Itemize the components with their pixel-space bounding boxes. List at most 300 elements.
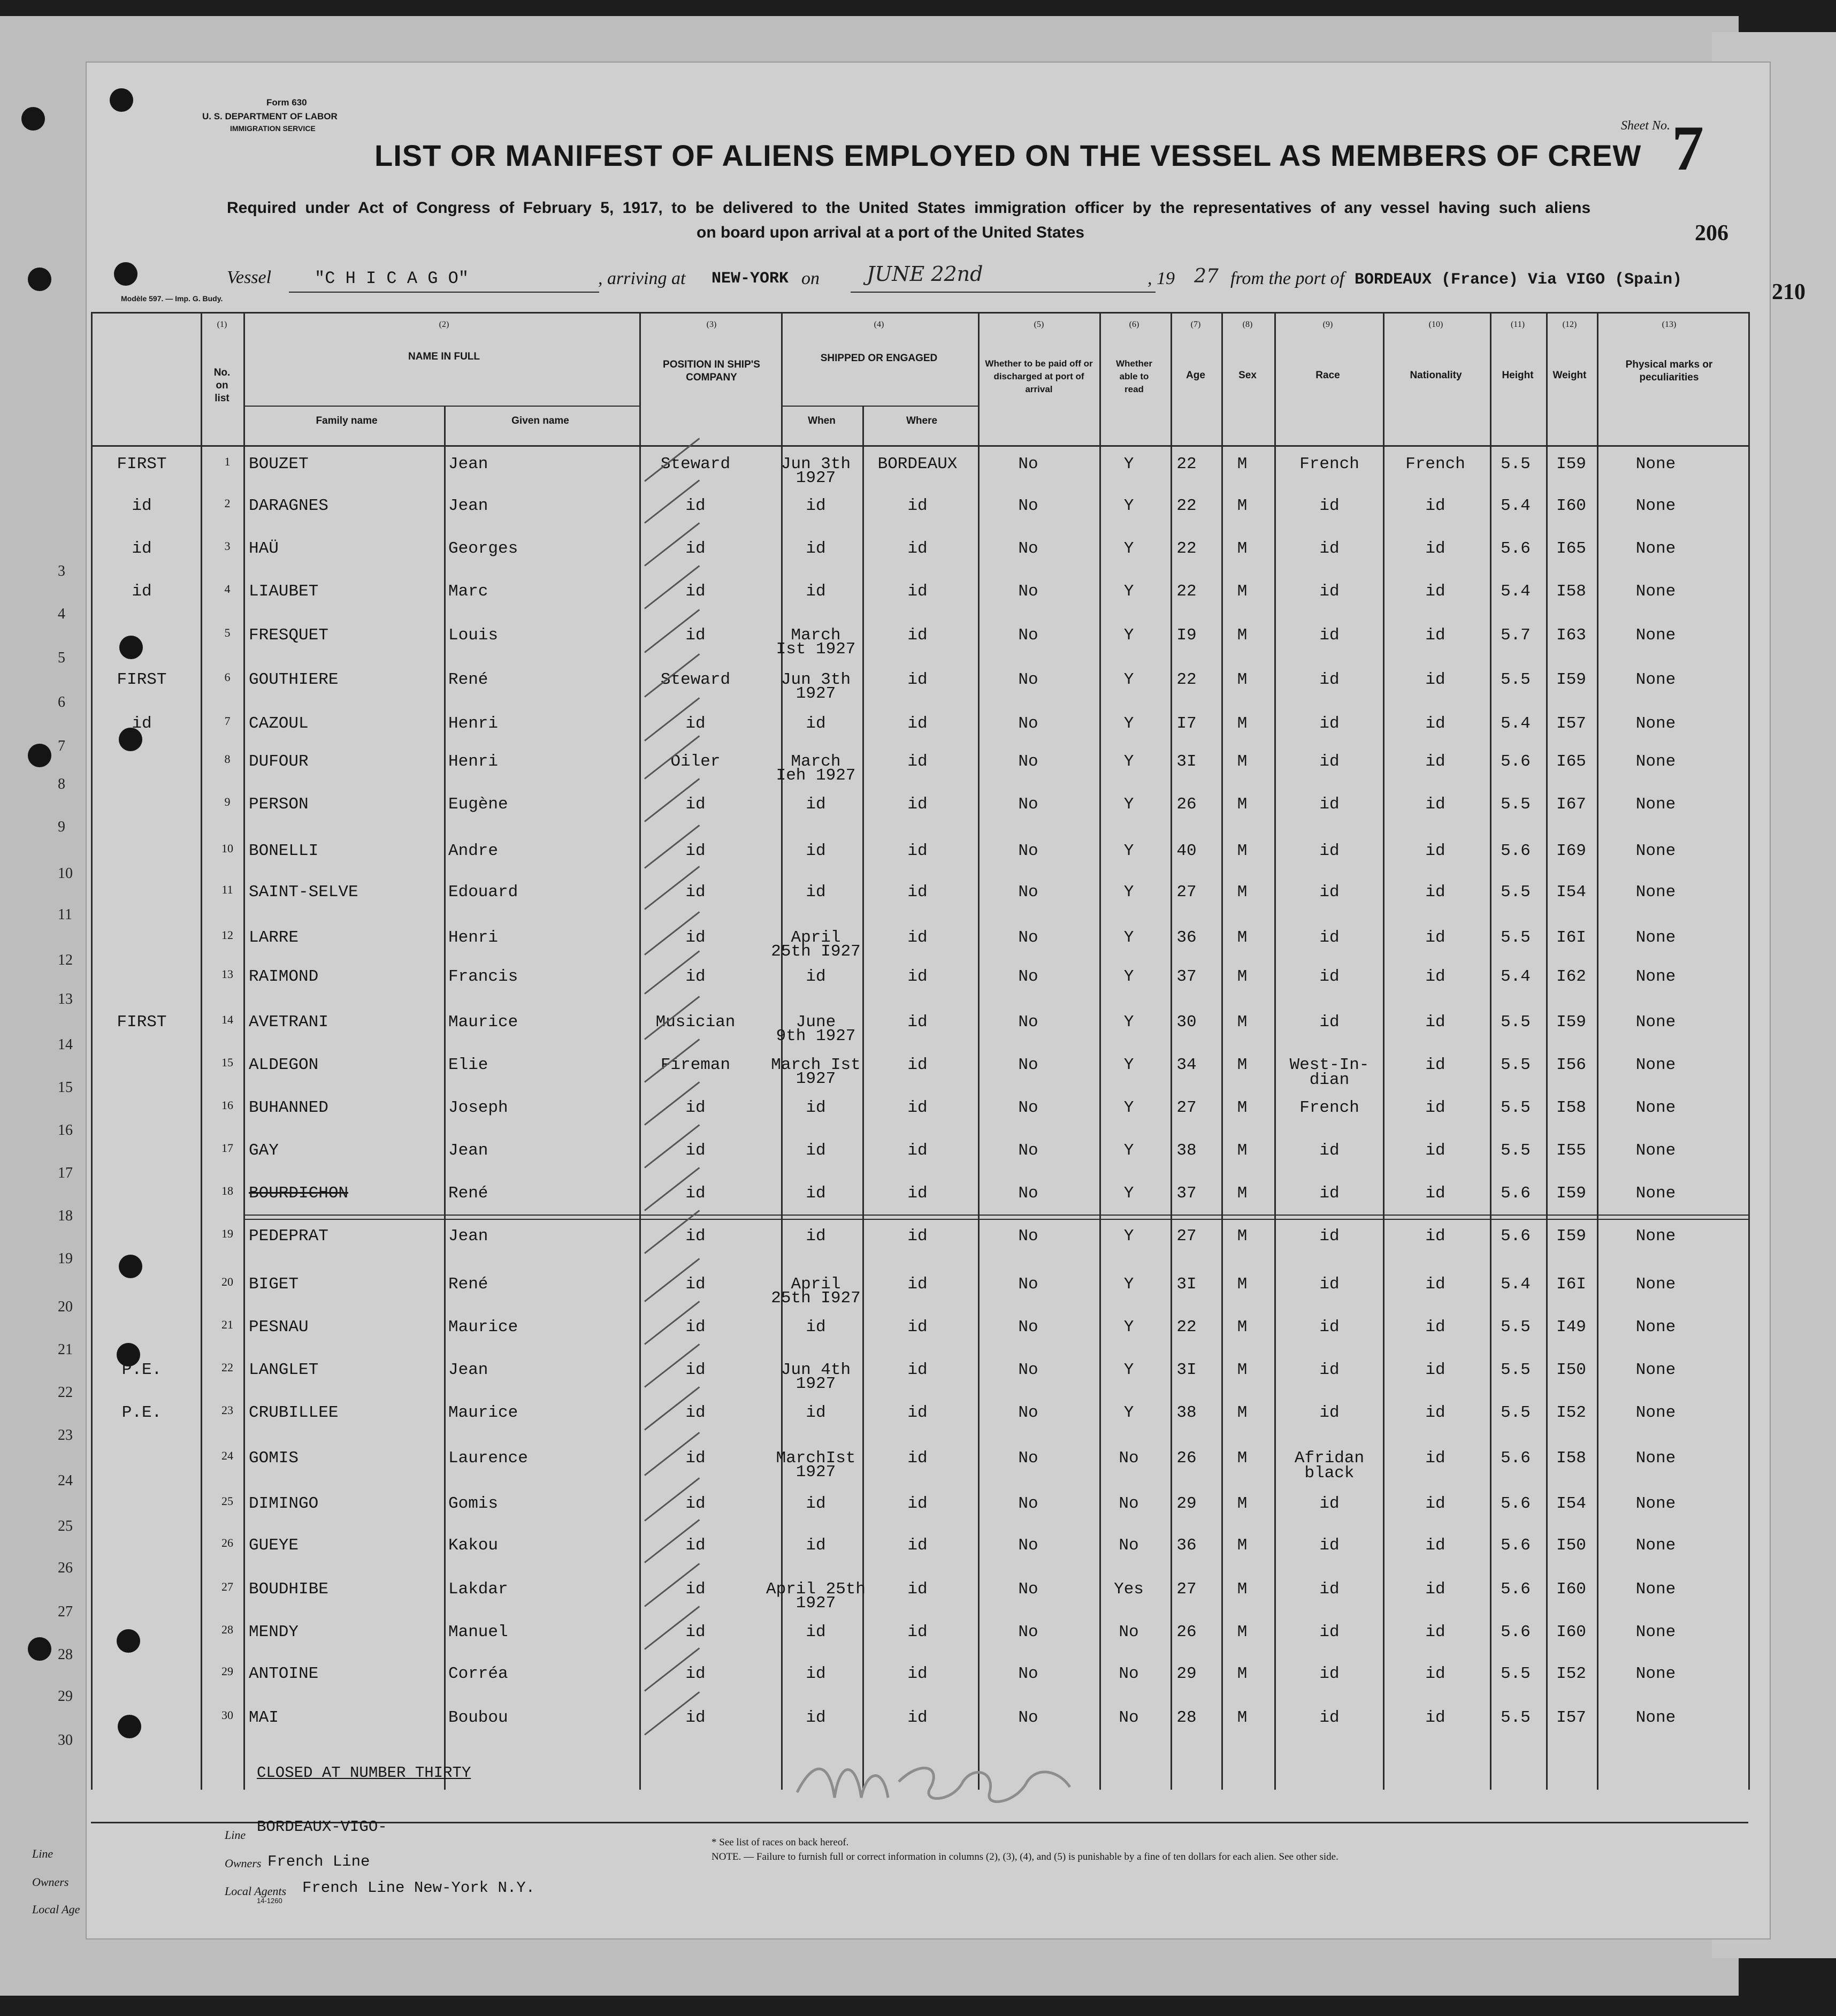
footer-agents-value: French Line New-York N.Y.	[302, 1879, 536, 1897]
race: id	[1319, 626, 1340, 645]
family-name: ANTOINE	[249, 1664, 319, 1683]
shipped-when: id	[806, 582, 826, 601]
header-age: Age	[1186, 370, 1205, 381]
shipped-when: April 25th	[766, 1580, 866, 1599]
row-number: 15	[221, 1056, 233, 1069]
race: id	[1319, 497, 1340, 515]
row-number: 2	[224, 497, 231, 510]
physical-marks: None	[1635, 1013, 1676, 1032]
arriving-port: NEW-YORK	[712, 270, 789, 288]
faded-signature	[792, 1750, 1091, 1819]
underlying-row-number: 8	[58, 776, 65, 792]
weight: I59	[1556, 1184, 1586, 1203]
physical-marks: None	[1635, 1708, 1676, 1727]
height: 5.4	[1501, 714, 1531, 733]
left-line-label: Line	[32, 1847, 53, 1860]
height: 5.5	[1501, 795, 1531, 814]
shipped-where: id	[907, 1275, 928, 1294]
header-paid-off: Whether to be paid off or discharged at port of arrival	[985, 358, 1093, 394]
family-name: AVETRANI	[249, 1013, 328, 1032]
age: 3I	[1176, 1275, 1197, 1294]
nationality: id	[1425, 1403, 1445, 1422]
weight: I54	[1556, 883, 1586, 902]
able-to-read: Y	[1123, 1056, 1134, 1074]
shipped-where: id	[907, 967, 928, 986]
punch-hole	[117, 1629, 140, 1653]
position: id	[685, 795, 706, 814]
able-to-read: Y	[1123, 582, 1134, 601]
position: id	[685, 539, 706, 558]
age: I9	[1176, 626, 1197, 645]
physical-marks: None	[1635, 1449, 1676, 1468]
given-name: Maurice	[448, 1318, 518, 1337]
height: 5.5	[1501, 1708, 1531, 1727]
underlying-row-number: 28	[58, 1646, 73, 1663]
family-name: RAIMOND	[249, 967, 319, 986]
weight: I6I	[1556, 1275, 1586, 1294]
from-label: from the port of	[1230, 269, 1345, 288]
given-name: Corréa	[448, 1664, 508, 1683]
sex: M	[1237, 1623, 1248, 1641]
sex: M	[1237, 1141, 1248, 1160]
underlying-row-number: 11	[58, 906, 72, 923]
name-subheader-line	[243, 406, 639, 407]
paid-off: No	[1018, 670, 1038, 689]
race: id	[1319, 1275, 1340, 1294]
column-rule	[201, 312, 202, 1790]
underlying-row-number: 23	[58, 1427, 73, 1444]
shipped-subheader-line	[781, 406, 978, 407]
given-name: René	[448, 1275, 488, 1294]
nationality: id	[1425, 1098, 1445, 1117]
punch-hole	[118, 1715, 141, 1738]
shipped-when-line2: 25th I927	[771, 1289, 861, 1308]
row-number: 18	[221, 1184, 233, 1197]
underlying-row-number: 7	[58, 738, 65, 754]
family-name: ALDEGON	[249, 1056, 319, 1074]
weight: I58	[1556, 582, 1586, 601]
header-nationality: Nationality	[1410, 370, 1462, 381]
underlying-row-number: 4	[58, 606, 65, 622]
manifest-subtitle-1: Required under Act of Congress of February 5, 1917, to be delivered to the United States immigration officer by the representatives of any vessel having such aliens	[227, 199, 1591, 217]
able-to-read: Y	[1123, 497, 1134, 515]
able-to-read: Y	[1123, 626, 1134, 645]
header-height: Height	[1502, 370, 1534, 381]
punch-hole	[28, 744, 51, 767]
column-rule	[1171, 312, 1172, 1790]
family-name: BOUZET	[249, 455, 309, 474]
height: 5.6	[1501, 1494, 1531, 1513]
header-bottom-border	[91, 445, 1748, 447]
age: 27	[1176, 1580, 1197, 1599]
position: id	[685, 1664, 706, 1683]
age: 38	[1176, 1403, 1197, 1422]
sex: M	[1237, 1318, 1248, 1337]
class-cell: FIRST	[117, 670, 167, 689]
shipped-when-line2: Ieh 1927	[776, 766, 856, 785]
able-to-read: Y	[1123, 1141, 1134, 1160]
physical-marks: None	[1635, 1361, 1676, 1379]
underlying-row-number: 13	[58, 991, 73, 1007]
shipped-where: id	[907, 928, 928, 947]
shipped-where: id	[907, 795, 928, 814]
able-to-read: No	[1119, 1536, 1139, 1555]
class-cell: id	[132, 539, 152, 558]
position: Oiler	[670, 752, 721, 771]
family-name: HAÜ	[249, 539, 279, 558]
height: 5.6	[1501, 539, 1531, 558]
shipped-where: id	[907, 1623, 928, 1641]
nationality: id	[1425, 883, 1445, 902]
column-number: (10)	[1428, 320, 1443, 329]
age: 22	[1176, 1318, 1197, 1337]
age: 29	[1176, 1494, 1197, 1513]
nationality: id	[1425, 1664, 1445, 1683]
column-rule	[639, 312, 641, 1790]
given-name: Henri	[448, 714, 499, 733]
shipped-where: id	[907, 1536, 928, 1555]
height: 5.4	[1501, 967, 1531, 986]
paid-off: No	[1018, 455, 1038, 474]
nationality: id	[1425, 582, 1445, 601]
paid-off: No	[1018, 842, 1038, 860]
paid-off: No	[1018, 1184, 1038, 1203]
age: 28	[1176, 1708, 1197, 1727]
given-name: Maurice	[448, 1403, 518, 1422]
sex: M	[1237, 1361, 1248, 1379]
height: 5.4	[1501, 1275, 1531, 1294]
position: id	[685, 967, 706, 986]
position: id	[685, 497, 706, 515]
family-name: BOUDHIBE	[249, 1580, 328, 1599]
column-number: (4)	[874, 320, 884, 329]
header-sex: Sex	[1238, 370, 1257, 381]
age: 22	[1176, 670, 1197, 689]
nationality: French	[1405, 455, 1465, 474]
manifest-subtitle-2: on board upon arrival at a port of the United States	[697, 224, 1085, 241]
given-name: René	[448, 670, 488, 689]
underlying-row-number: 15	[58, 1079, 73, 1096]
able-to-read: Y	[1123, 1403, 1134, 1422]
shipped-when-line2: 1927	[795, 1070, 836, 1088]
shipped-when-line2: Ist 1927	[776, 640, 856, 659]
underlying-row-number: 24	[58, 1472, 73, 1489]
paid-off: No	[1018, 1623, 1038, 1641]
physical-marks: None	[1635, 883, 1676, 902]
given-name: Jean	[448, 497, 488, 515]
physical-marks: None	[1635, 1184, 1676, 1203]
race: id	[1319, 752, 1340, 771]
closing-note: CLOSED AT NUMBER THIRTY	[257, 1764, 471, 1782]
column-number: (9)	[1322, 320, 1333, 329]
position: Musician	[655, 1013, 736, 1032]
header-position: POSITION IN SHIP'S COMPANY	[663, 359, 760, 383]
sex: M	[1237, 714, 1248, 733]
class-cell: id	[132, 582, 152, 601]
vessel-name: "C H I C A G O"	[315, 269, 469, 288]
nationality: id	[1425, 842, 1445, 860]
physical-marks: None	[1635, 1580, 1676, 1599]
physical-marks: None	[1635, 1318, 1676, 1337]
shipped-when: id	[806, 1708, 826, 1727]
race: id	[1319, 1184, 1340, 1203]
height: 5.6	[1501, 1449, 1531, 1468]
column-number: (1)	[217, 320, 227, 329]
race: id	[1319, 1141, 1340, 1160]
nationality: id	[1425, 539, 1445, 558]
header-shipped: SHIPPED OR ENGAGED	[820, 353, 938, 364]
race: id	[1319, 1013, 1340, 1032]
row-number: 8	[224, 752, 231, 766]
age: 40	[1176, 842, 1197, 860]
paid-off: No	[1018, 582, 1038, 601]
given-name: Manuel	[448, 1623, 508, 1641]
able-to-read: Y	[1123, 670, 1134, 689]
height: 5.6	[1501, 752, 1531, 771]
sex: M	[1237, 455, 1248, 474]
row-number: 28	[221, 1623, 233, 1636]
column-number: (5)	[1034, 320, 1044, 329]
shipped-when: id	[806, 1098, 826, 1117]
nationality: id	[1425, 1013, 1445, 1032]
nationality: id	[1425, 626, 1445, 645]
underlying-row-number: 25	[58, 1518, 73, 1534]
nationality: id	[1425, 1275, 1445, 1294]
family-name: PERSON	[249, 795, 309, 814]
family-name: BUHANNED	[249, 1098, 328, 1117]
weight: I58	[1556, 1098, 1586, 1117]
footer-owners-value: French Line	[267, 1853, 370, 1870]
underlying-row-number: 10	[58, 865, 73, 882]
paid-off: No	[1018, 539, 1038, 558]
height: 5.7	[1501, 626, 1531, 645]
sex: M	[1237, 967, 1248, 986]
column-rule	[1546, 312, 1548, 1790]
age: 38	[1176, 1141, 1197, 1160]
weight: I62	[1556, 967, 1586, 986]
height: 5.5	[1501, 1664, 1531, 1683]
sex: M	[1237, 1013, 1248, 1032]
physical-marks: None	[1635, 1536, 1676, 1555]
height: 5.5	[1501, 1098, 1531, 1117]
nationality: id	[1425, 1536, 1445, 1555]
position: id	[685, 1184, 706, 1203]
weight: I6I	[1556, 928, 1586, 947]
age: 22	[1176, 455, 1197, 474]
able-to-read: No	[1119, 1449, 1139, 1468]
footer-line-label: Line	[225, 1828, 246, 1842]
paid-off: No	[1018, 883, 1038, 902]
nationality: id	[1425, 928, 1445, 947]
shipped-where: id	[907, 1184, 928, 1203]
nationality: id	[1425, 967, 1445, 986]
underlying-row-number: 20	[58, 1299, 73, 1315]
sex: M	[1237, 1056, 1248, 1074]
punch-hole	[119, 636, 143, 659]
weight: I59	[1556, 670, 1586, 689]
footer-note-1: * See list of races on back hereof.	[712, 1837, 849, 1848]
given-name: Jean	[448, 1227, 488, 1246]
underlying-row-number: 22	[58, 1384, 73, 1401]
row-number: 21	[221, 1318, 233, 1331]
underlying-row-number: 12	[58, 952, 73, 968]
able-to-read: Y	[1123, 1275, 1134, 1294]
able-to-read: No	[1119, 1664, 1139, 1683]
nationality: id	[1425, 1708, 1445, 1727]
column-rule	[444, 407, 446, 1790]
shipped-where: id	[907, 883, 928, 902]
row-number: 19	[221, 1227, 233, 1240]
able-to-read: Y	[1123, 455, 1134, 474]
able-to-read: Y	[1123, 842, 1134, 860]
position: id	[685, 1623, 706, 1641]
header-weight: Weight	[1552, 370, 1587, 381]
physical-marks: None	[1635, 1403, 1676, 1422]
paid-off: No	[1018, 1227, 1038, 1246]
physical-marks: None	[1635, 714, 1676, 733]
nationality: id	[1425, 1184, 1445, 1203]
shipped-where: id	[907, 1580, 928, 1599]
family-name: GAY	[249, 1141, 279, 1160]
shipped-when: Jun 3th	[781, 670, 851, 689]
height: 5.5	[1501, 1318, 1531, 1337]
age: 37	[1176, 1184, 1197, 1203]
paid-off: No	[1018, 1403, 1038, 1422]
paid-off: No	[1018, 1449, 1038, 1468]
shipped-when: Jun 4th	[781, 1361, 851, 1379]
family-name: PESNAU	[249, 1318, 309, 1337]
race: id	[1319, 539, 1340, 558]
on-label: on	[801, 269, 820, 288]
paid-off: No	[1018, 928, 1038, 947]
age: 27	[1176, 1227, 1197, 1246]
race: id	[1319, 670, 1340, 689]
row-number: 27	[221, 1580, 233, 1593]
sex: M	[1237, 1449, 1248, 1468]
height: 5.6	[1501, 1184, 1531, 1203]
able-to-read: Y	[1123, 1184, 1134, 1203]
sex: M	[1237, 497, 1248, 515]
weight: I56	[1556, 1056, 1586, 1074]
family-name: DARAGNES	[249, 497, 328, 515]
height: 5.5	[1501, 1013, 1531, 1032]
weight: I50	[1556, 1536, 1586, 1555]
nationality: id	[1425, 1494, 1445, 1513]
stamp-number: 206	[1695, 221, 1728, 246]
position: id	[685, 1708, 706, 1727]
shipped-where: id	[907, 1708, 928, 1727]
family-name: DIMINGO	[249, 1494, 319, 1513]
year-prefix: , 19	[1148, 269, 1175, 288]
shipped-where: id	[907, 497, 928, 515]
race-line2: black	[1304, 1464, 1355, 1483]
age: 26	[1176, 1623, 1197, 1641]
nationality: id	[1425, 1227, 1445, 1246]
position: id	[685, 1403, 706, 1422]
paid-off: No	[1018, 795, 1038, 814]
column-rule	[1221, 312, 1223, 1790]
shipped-where: id	[907, 582, 928, 601]
paid-off: No	[1018, 1098, 1038, 1117]
date-underline	[851, 292, 1156, 293]
row-number: 29	[221, 1664, 233, 1678]
weight: I49	[1556, 1318, 1586, 1337]
class-cell: id	[132, 714, 152, 733]
weight: I65	[1556, 539, 1586, 558]
physical-marks: None	[1635, 928, 1676, 947]
family-name: SAINT-SELVE	[249, 883, 358, 902]
header-marks: Physical marks or peculiarities	[1625, 359, 1713, 383]
row-number: 25	[221, 1494, 233, 1508]
physical-marks: None	[1635, 842, 1676, 860]
column-rule	[1597, 312, 1598, 1790]
age: 26	[1176, 1449, 1197, 1468]
height: 5.4	[1501, 582, 1531, 601]
sex: M	[1237, 1580, 1248, 1599]
race: id	[1319, 1361, 1340, 1379]
shipped-where: id	[907, 1013, 928, 1032]
able-to-read: Y	[1123, 1318, 1134, 1337]
weight: I55	[1556, 1141, 1586, 1160]
age: 26	[1176, 795, 1197, 814]
shipped-when: id	[806, 714, 826, 733]
race: id	[1319, 714, 1340, 733]
strike-line	[243, 1215, 1748, 1216]
age: 36	[1176, 928, 1197, 947]
race: id	[1319, 967, 1340, 986]
shipped-where: id	[907, 1056, 928, 1074]
physical-marks: None	[1635, 1098, 1676, 1117]
physical-marks: None	[1635, 626, 1676, 645]
position: id	[685, 1449, 706, 1468]
shipped-where: id	[907, 1403, 928, 1422]
sex: M	[1237, 1275, 1248, 1294]
weight: I59	[1556, 1013, 1586, 1032]
shipped-where: id	[907, 1141, 928, 1160]
nationality: id	[1425, 714, 1445, 733]
able-to-read: No	[1119, 1494, 1139, 1513]
given-name: Jean	[448, 1141, 488, 1160]
position: id	[685, 714, 706, 733]
column-rule	[1383, 312, 1384, 1790]
paid-off: No	[1018, 1536, 1038, 1555]
shipped-when: April	[791, 1275, 841, 1294]
shipped-when-line2: 1927	[795, 1463, 836, 1482]
race: French	[1299, 455, 1359, 474]
left-agents-label: Local Age	[32, 1903, 80, 1916]
paid-off: No	[1018, 752, 1038, 771]
position: id	[685, 842, 706, 860]
height: 5.4	[1501, 497, 1531, 515]
shipped-where: id	[907, 1227, 928, 1246]
family-name: FRESQUET	[249, 626, 328, 645]
given-name: Edouard	[448, 883, 518, 902]
underlying-row-number: 21	[58, 1341, 73, 1358]
shipped-where: id	[907, 1449, 928, 1468]
row-number: 23	[221, 1403, 233, 1417]
height: 5.6	[1501, 1536, 1531, 1555]
sex: M	[1237, 670, 1248, 689]
footer-line-value: BORDEAUX-VIGO-	[257, 1818, 387, 1836]
header-name-in-full: NAME IN FULL	[408, 351, 480, 362]
shipped-when: id	[806, 1536, 826, 1555]
underlying-row-number: 9	[58, 819, 65, 835]
able-to-read: Y	[1123, 795, 1134, 814]
given-name: Maurice	[448, 1013, 518, 1032]
sex: M	[1237, 1494, 1248, 1513]
punch-hole	[119, 1255, 142, 1278]
paid-off: No	[1018, 1580, 1038, 1599]
